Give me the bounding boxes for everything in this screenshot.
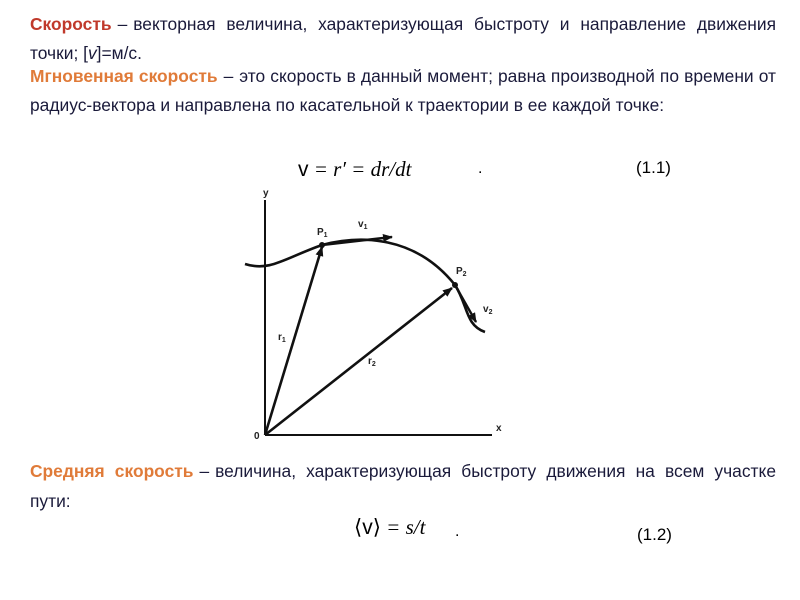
point-p2 xyxy=(452,282,458,288)
term-average-speed: Средняя скорость xyxy=(30,461,194,481)
radius-vector-r2 xyxy=(265,288,452,435)
average-speed-text: величина, характеризующая быстроту движения на всем участке пути: xyxy=(30,461,776,511)
velocity-vector-v2 xyxy=(455,285,476,322)
radius-vector-r1 xyxy=(265,247,322,435)
formula-instant-velocity xyxy=(298,157,411,182)
formula-number: (1.1) xyxy=(636,158,671,177)
trajectory-figure xyxy=(240,180,510,445)
instant-speed-definition xyxy=(30,62,776,120)
unit-text: ]=м/с. xyxy=(96,43,142,63)
point-p1 xyxy=(319,242,325,248)
angle-close: ⟩ xyxy=(372,515,381,539)
speed-definition-text: векторная величина, характеризующая быстроту и направление движения точки; [ xyxy=(30,14,776,63)
label-p2: $P_2$ xyxy=(456,266,467,278)
velocity-symbol: v xyxy=(87,43,97,63)
origin-label: 0 xyxy=(254,431,260,442)
axis-x-label: x xyxy=(496,423,502,434)
label-r1: $r_1$ xyxy=(278,332,286,344)
label-v1: $v_1$ xyxy=(358,219,368,231)
label-p1: $P_1$ xyxy=(317,227,328,239)
term-instant-speed: Мгновенная скорость xyxy=(30,66,218,86)
angle-open: ⟨ xyxy=(354,515,363,539)
term-speed: Скорость xyxy=(30,14,112,34)
label-r2: $r_2$ xyxy=(368,356,376,368)
trajectory-curve xyxy=(245,240,485,332)
formula-dot: . xyxy=(455,523,460,540)
formula-lhs: v xyxy=(298,158,309,181)
instant-speed-text: это скорость в данный момент; равна производной по времени от радиус-вектора и направлена по касательной к траектории в ее каждой точке: xyxy=(30,66,776,115)
dash: – xyxy=(117,14,128,34)
formula-rhs: = r′ = dr/dt xyxy=(313,157,412,181)
formula-v: v xyxy=(362,516,373,539)
formula-dot: . xyxy=(478,160,483,177)
formula-number: (1.2) xyxy=(637,525,672,544)
formula-average-velocity xyxy=(354,515,425,540)
formula-rhs: = s/t xyxy=(386,515,426,539)
speed-definition xyxy=(30,10,776,68)
axis-y-label: y xyxy=(263,188,269,199)
dash: – xyxy=(223,66,234,86)
average-speed-definition xyxy=(30,456,776,516)
dash: – xyxy=(199,461,210,481)
label-v2: $v_2$ xyxy=(483,304,493,316)
